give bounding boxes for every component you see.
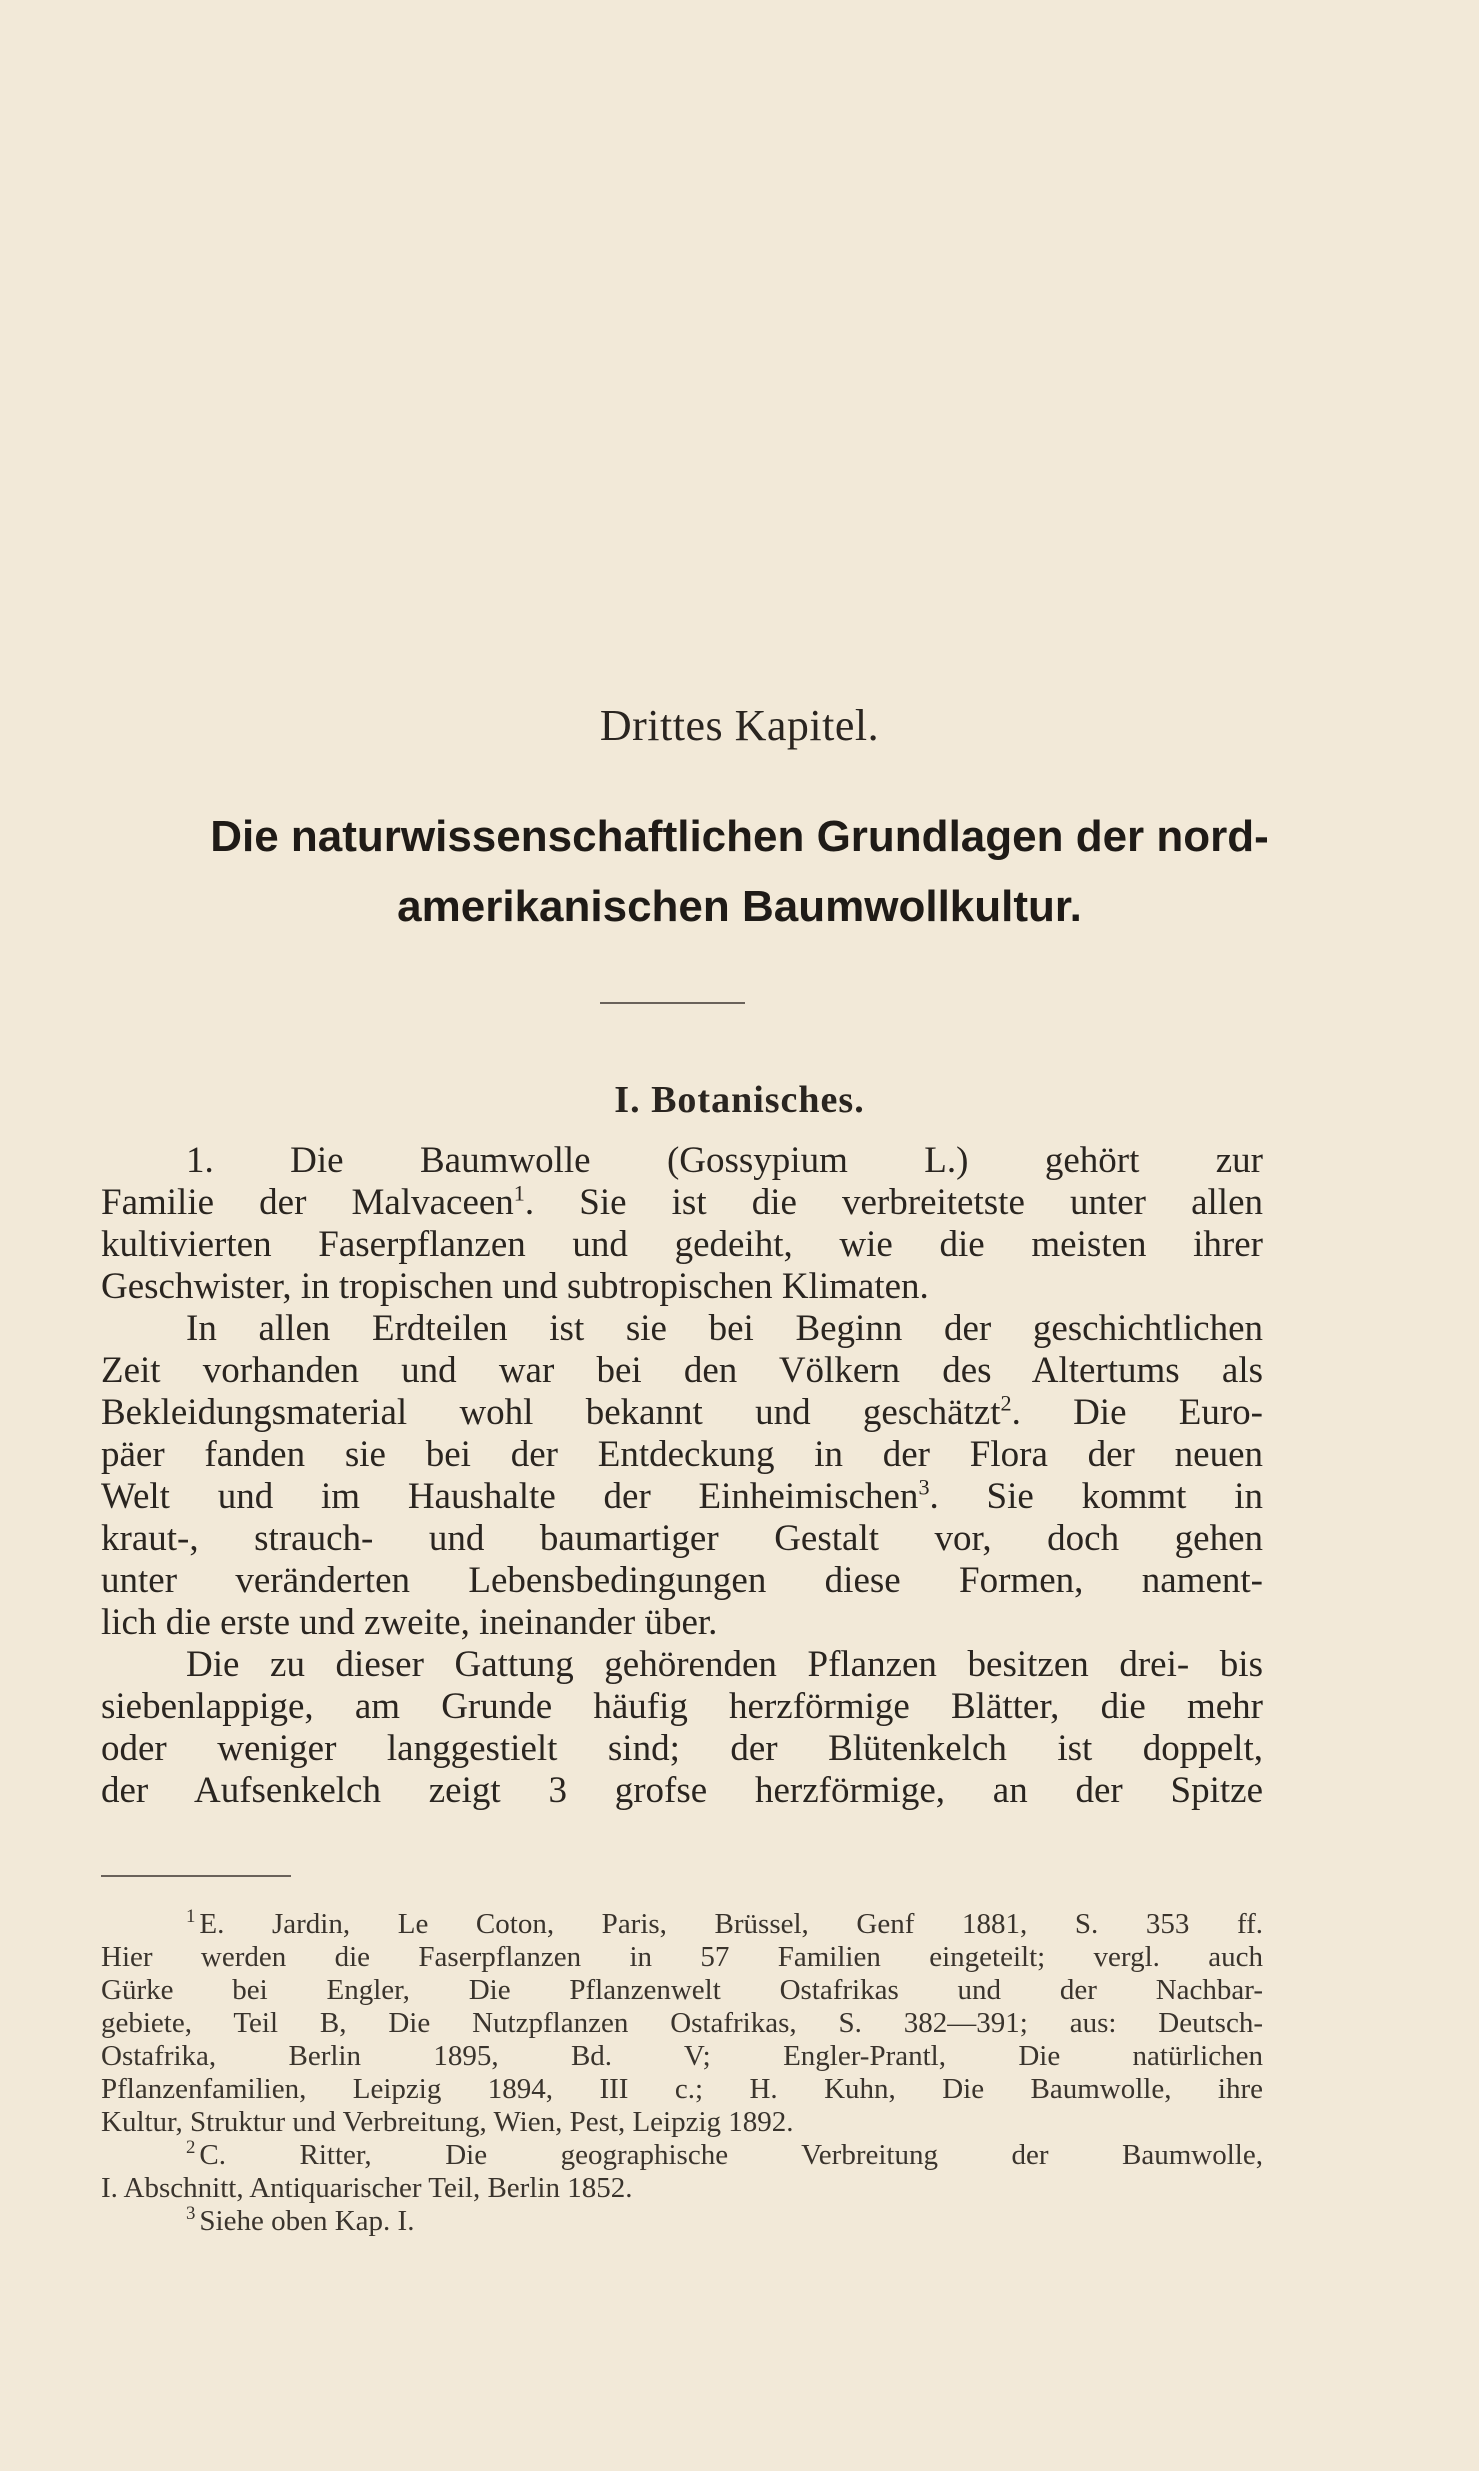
section-heading: I. Botanisches.	[614, 1079, 865, 1121]
title-divider	[600, 1002, 745, 1004]
chapter-title-line: Die naturwissenschaftlichen Grundlagen der nord-	[210, 812, 1269, 861]
footnote-line: Ostafrika, Berlin 1895, Bd. V; Engler-Prantl, Die natürlichen	[101, 2040, 1263, 2072]
chapter-heading: Drittes Kapitel.	[599, 701, 880, 750]
footnote-divider	[101, 1875, 291, 1877]
body-line: unter veränderten Lebensbedingungen diese Formen, nament-	[101, 1560, 1263, 1601]
chapter-title	[120, 802, 1359, 942]
footnote-ref: 2	[1000, 1390, 1012, 1416]
footnote-line: Kultur, Struktur und Verbreitung, Wien, Pest, Leipzig 1892.	[101, 2106, 794, 2138]
body-line: siebenlappige, am Grunde häufig herzförmige Blätter, die mehr	[101, 1686, 1263, 1727]
body-line: Die zu dieser Gattung gehörenden Pflanzen besitzen drei- bis	[186, 1644, 1263, 1685]
footnote-number: 1	[186, 1906, 196, 1928]
body-line: kultivierten Faserpflanzen und gedeiht, wie die meisten ihrer	[101, 1224, 1263, 1265]
body-line: päer fanden sie bei der Entdeckung in der Flora der neuen	[101, 1434, 1263, 1475]
body-line: Zeit vorhanden und war bei den Völkern des Altertums als	[101, 1350, 1263, 1391]
body-line: In allen Erdteilen ist sie bei Beginn der geschichtlichen	[186, 1308, 1263, 1349]
footnote-ref: 3	[918, 1474, 930, 1500]
body-line: kraut-, strauch- und baumartiger Gestalt vor, doch gehen	[101, 1518, 1263, 1559]
footnote-line: $^1$ E. Jardin, Le Coton, Paris, Brüssel, Genf 1881, S. 353 ff.	[186, 1906, 1263, 1940]
footnote-line: $^2$ C. Ritter, Die geographische Verbreitung der Baumwolle,	[186, 2137, 1263, 2171]
body-line: Welt und im Haushalte der Einheimischen$^3$. Sie kommt in	[101, 1474, 1263, 1517]
footnote-line: I. Abschnitt, Antiquarischer Teil, Berlin 1852.	[101, 2172, 633, 2204]
body-line: oder weniger langgestielt sind; der Blütenkelch ist doppelt,	[101, 1728, 1263, 1769]
footnote-line: Gürke bei Engler, Die Pflanzenwelt Ostafrikas und der Nachbar-	[101, 1974, 1263, 2006]
footnote-line: gebiete, Teil B, Die Nutzpflanzen Ostafrikas, S. 382—391; aus: Deutsch-	[101, 2007, 1263, 2039]
body-line: 1. Die Baumwolle (Gossypium L.) gehört zur	[186, 1140, 1263, 1181]
footnote-line: Hier werden die Faserpflanzen in 57 Familien eingeteilt; vergl. auch	[101, 1941, 1263, 1973]
body-line: Familie der Malvaceen$^1$. Sie ist die verbreitetste unter allen	[101, 1180, 1264, 1223]
footnote-ref: 1	[513, 1180, 525, 1206]
body-line: der Aufsenkelch zeigt 3 grofse herzförmige, an der Spitze	[101, 1770, 1263, 1811]
footnote-number: 2	[186, 2137, 196, 2159]
body-line: Geschwister, in tropischen und subtropischen Klimaten.	[101, 1266, 929, 1307]
body-line: lich die erste und zweite, ineinander über.	[101, 1602, 718, 1643]
footnote-number: 3	[186, 2203, 196, 2225]
body-line: Bekleidungsmaterial wohl bekannt und geschätzt$^2$. Die Euro-	[101, 1390, 1263, 1433]
footnote-line: Pflanzenfamilien, Leipzig 1894, III c.; H. Kuhn, Die Baumwolle, ihre	[101, 2073, 1263, 2105]
footnote-line: $^3$ Siehe oben Kap. I.	[186, 2203, 415, 2237]
chapter-title-line: amerikanischen Baumwollkultur.	[397, 882, 1082, 931]
